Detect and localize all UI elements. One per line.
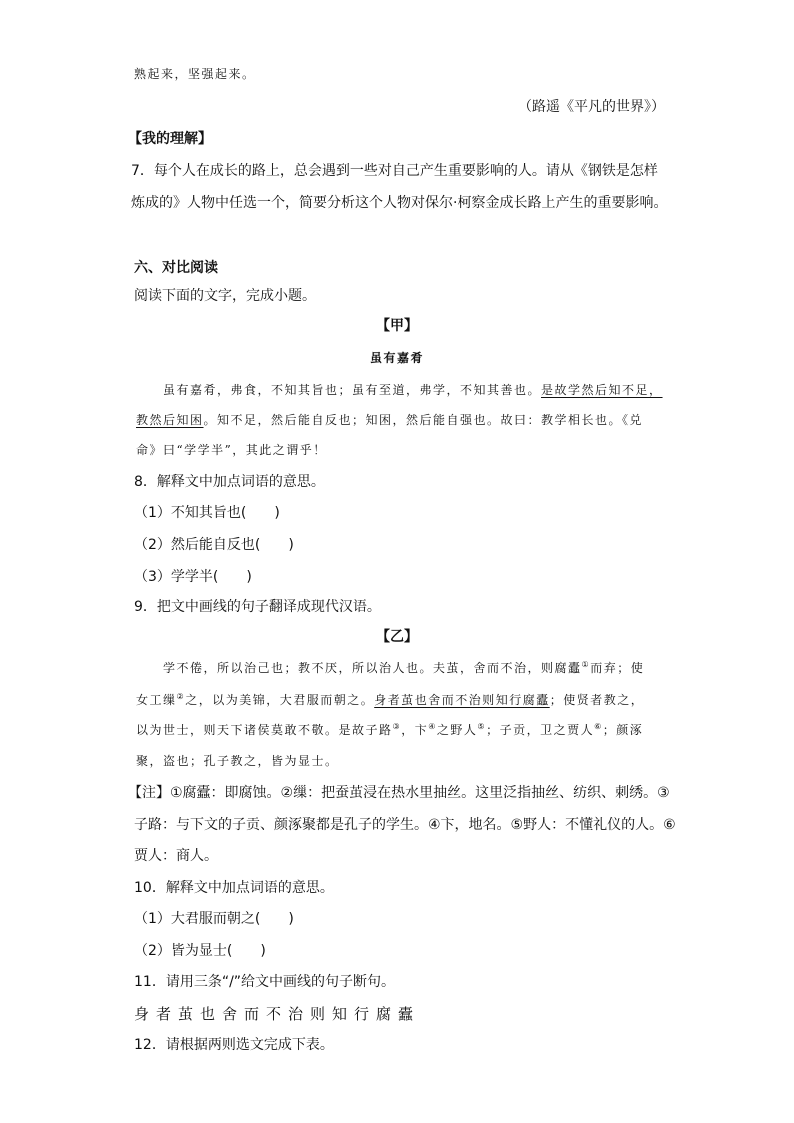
underlined-sentence-end: 教然后知困: [136, 413, 204, 427]
question-12-stem: 12．请根据两则选文完成下表。: [134, 1037, 334, 1053]
question-7-line-1: 7．每个人在成长的路上，总会遇到一些对自己产生重要影响的人。请从《钢铁是怎样: [131, 163, 658, 179]
question-8-item-3: （3）学学半( ): [134, 569, 252, 585]
question-7-line-2: 炼成的》人物中任选一个，简要分析这个人物对保尔·柯察金成长路上产生的重要影响。: [131, 195, 668, 211]
section-6-heading: 六、对比阅读: [134, 260, 218, 276]
passage-end-line: 熟起来，坚强起来。: [134, 67, 256, 81]
my-understanding-heading: 【我的理解】: [128, 131, 212, 147]
underlined-sentence: 身者茧也舍而不治则知行腐蠹: [374, 693, 550, 707]
passage-yi-label: 【乙】: [376, 629, 418, 645]
passage-jia-line-1: 虽有嘉肴，弗食，不知其旨也；虽有至道，弗学，不知其善也。是故学然后知不足，: [163, 383, 663, 397]
question-8-item-1: （1）不知其旨也( ): [134, 505, 280, 521]
question-11-stem: 11．请用三条“/”给文中画线的句子断句。: [134, 974, 396, 990]
question-9-stem: 9．把文中画线的句子翻译成现代汉语。: [134, 599, 381, 615]
question-10-stem: 10．解释文中加点词语的意思。: [134, 880, 334, 896]
question-11-sentence: 身者茧也舍而不治则知行腐蠹: [134, 1005, 421, 1023]
question-10-item-1: （1）大君服而朝之( ): [134, 911, 294, 927]
passage-jia-title: 虽有嘉肴: [369, 351, 424, 365]
passage-yi-line-4: 聚，盗也；孔子教之，皆为显士。: [136, 754, 339, 768]
notes-line-3: 贾人：商人。: [134, 848, 218, 864]
passage-yi-line-2: 女工缫②之，以为美锦，大君服而朝之。身者茧也舍而不治则知行腐蠹；使贤者教之，: [136, 692, 645, 707]
question-8-stem: 8．解释文中加点词语的意思。: [134, 474, 325, 490]
passage-yi-line-3: 以为世士，则天下诸侯莫敢不敬。是故子路③，卞④之野人⑤；子贡，卫之贾人⑥；颜涿: [136, 722, 644, 737]
notes-line-2: 子路：与下文的子贡、颜涿聚都是孔子的学生。④卞，地名。⑤野人：不懂礼仪的人。⑥: [134, 817, 676, 833]
passage-yi-line-1: 学不倦，所以治己也；教不厌，所以治人也。夫茧，舍而不治，则腐蠹①而弃；使: [163, 660, 645, 675]
notes-line-1: 【注】①腐蠹：即腐蚀。②缫：把蚕茧浸在热水里抽丝。这里泛指抽丝、纺织、刺绣。③: [128, 785, 670, 801]
passage-jia-label: 【甲】: [376, 318, 418, 334]
underlined-sentence: 是故学然后知不足，: [541, 383, 663, 397]
passage-jia-line-2: 教然后知困。知不足，然后能自反也；知困，然后能自强也。故曰：教学相长也。《兑: [136, 413, 644, 427]
section-6-instruction: 阅读下面的文字，完成小题。: [134, 288, 316, 304]
passage-source: （路遥《平凡的世界》）: [518, 99, 665, 115]
question-8-item-2: （2）然后能自反也( ): [134, 537, 294, 553]
question-10-item-2: （2）皆为显士( ): [134, 943, 266, 959]
passage-jia-line-3: 命》曰“学学半”，其此之谓乎！: [136, 443, 327, 457]
